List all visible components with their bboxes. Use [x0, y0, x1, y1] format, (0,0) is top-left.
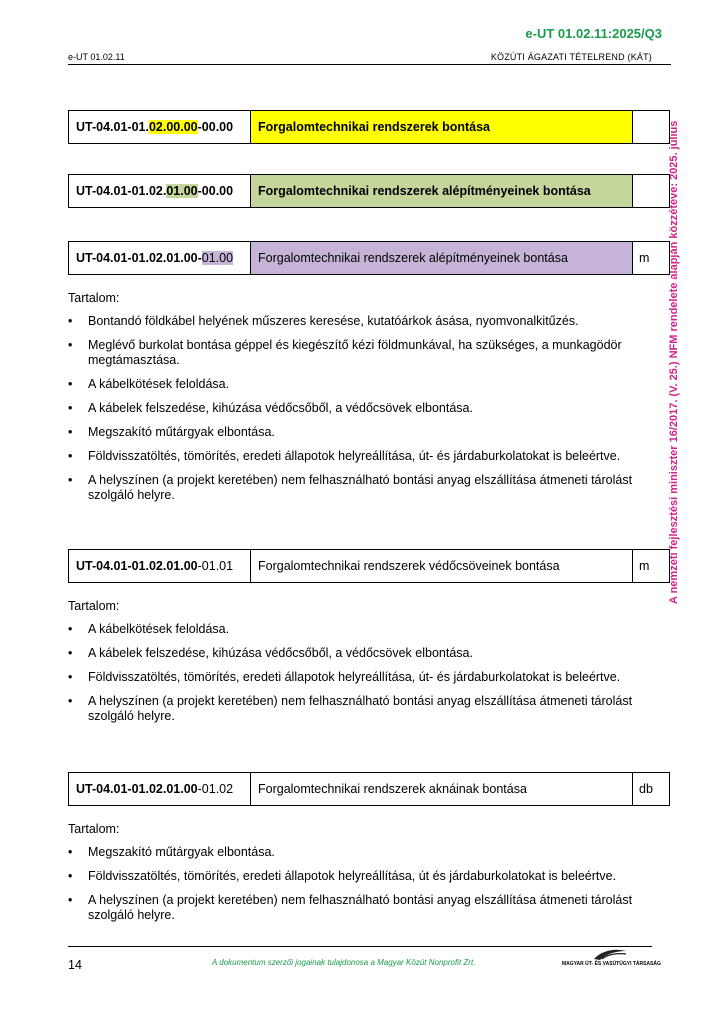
item-box-2: [68, 174, 670, 208]
logo-text: MAGYAR ÚT- ÉS VASÚTÜGYI TÁRSASÁG: [562, 961, 661, 967]
header-left-text: e-UT 01.02.11: [68, 52, 125, 62]
list-item: • A kábelkötések feloldása.: [68, 622, 658, 637]
content-list-2: [68, 622, 658, 733]
content-label: Tartalom:: [68, 599, 120, 613]
item-title: Forgalomtechnikai rendszerek védőcsöveinek bontása: [251, 550, 633, 582]
society-logo: [562, 948, 661, 970]
content-list-1: [68, 314, 658, 512]
item-code: UT-04.01-01. 02.00.00 -00.00: [69, 111, 251, 143]
publication-side-note: A nemzeti fejlesztési miniszter 16/2017. (V. 25.) NFM rendelete alapján közzétéve: 2025. július: [668, 120, 680, 604]
item-box-4: [68, 549, 670, 583]
item-code: UT-04.01-01.02. 01.00 -00.00: [69, 175, 251, 207]
list-item: • Földvisszatöltés, tömörítés, eredeti állapotok helyreállítása, út és járdaburkolatokat is beleértve.: [68, 869, 658, 884]
content-list-3: [68, 845, 658, 932]
item-unit: [633, 175, 669, 207]
item-title: Forgalomtechnikai rendszerek bontása: [251, 111, 633, 143]
document-code: e-UT 01.02.11:2025/Q3: [525, 26, 662, 41]
item-unit: m: [639, 251, 650, 265]
list-item: • Meglévő burkolat bontása géppel és kiegészítő kézi földmunkával, ha szükséges, a munkagödör megtámasztása.: [68, 338, 658, 368]
list-item: • Földvisszatöltés, tömörítés, eredeti állapotok helyreállítása, út- és járdaburkolatokat is beleértve.: [68, 449, 658, 464]
header-right-text: KÖZÚTI ÁGAZATI TÉTELREND (KÁT): [490, 52, 652, 62]
item-box-1: [68, 110, 670, 144]
copyright-note: A dokumentum szerzői jogainak tulajdonosa a Magyar Közút Nonprofit Zrt.: [212, 958, 476, 967]
item-box-5: [68, 772, 670, 806]
item-box-3: [68, 241, 670, 275]
list-item: • Megszakító műtárgyak elbontása.: [68, 425, 658, 440]
list-item: • A helyszínen (a projekt keretében) nem felhasználható bontási anyag elszállítása átmeneti tárolást szolgáló helyre.: [68, 473, 658, 503]
item-title: Forgalomtechnikai rendszerek alépítményeinek bontása: [251, 242, 633, 274]
footer-rule: [68, 946, 652, 947]
page-number: 14: [68, 958, 82, 972]
item-unit: m: [639, 559, 650, 573]
item-code: UT-04.01-01.02.01.00 -01.01: [69, 550, 251, 582]
list-item: • A kábelek felszedése, kihúzása védőcsőből, a védőcsövek elbontása.: [68, 401, 658, 416]
item-title: Forgalomtechnikai rendszerek aknáinak bontása: [251, 773, 633, 805]
item-code: UT-04.01-01.02.01.00 -01.02: [69, 773, 251, 805]
item-title: Forgalomtechnikai rendszerek alépítményeinek bontása: [251, 175, 633, 207]
list-item: • A helyszínen (a projekt keretében) nem felhasználható bontási anyag elszállítása átmeneti tárolást szolgáló helyre.: [68, 694, 658, 724]
list-item: • Megszakító műtárgyak elbontása.: [68, 845, 658, 860]
item-code: UT-04.01-01.02.01.00- 01.00: [69, 242, 251, 274]
list-item: • A kábelkötések feloldása.: [68, 377, 658, 392]
content-label: Tartalom:: [68, 291, 120, 305]
item-unit: db: [639, 782, 653, 796]
list-item: • Földvisszatöltés, tömörítés, eredeti állapotok helyreállítása, út- és járdaburkolatokat is beleértve.: [68, 670, 658, 685]
list-item: • A kábelek felszedése, kihúzása védőcsőből, a védőcsövek elbontása.: [68, 646, 658, 661]
logo-swoosh-icon: [592, 948, 628, 961]
item-unit: [633, 111, 669, 143]
list-item: • Bontandó földkábel helyének műszeres keresése, kutatóárkok ásása, nyomvonalkitűzés.: [68, 314, 658, 329]
content-label: Tartalom:: [68, 822, 120, 836]
header-rule: [68, 64, 671, 65]
list-item: • A helyszínen (a projekt keretében) nem felhasználható bontási anyag elszállítása átmeneti tárolást szolgáló helyre.: [68, 893, 658, 923]
